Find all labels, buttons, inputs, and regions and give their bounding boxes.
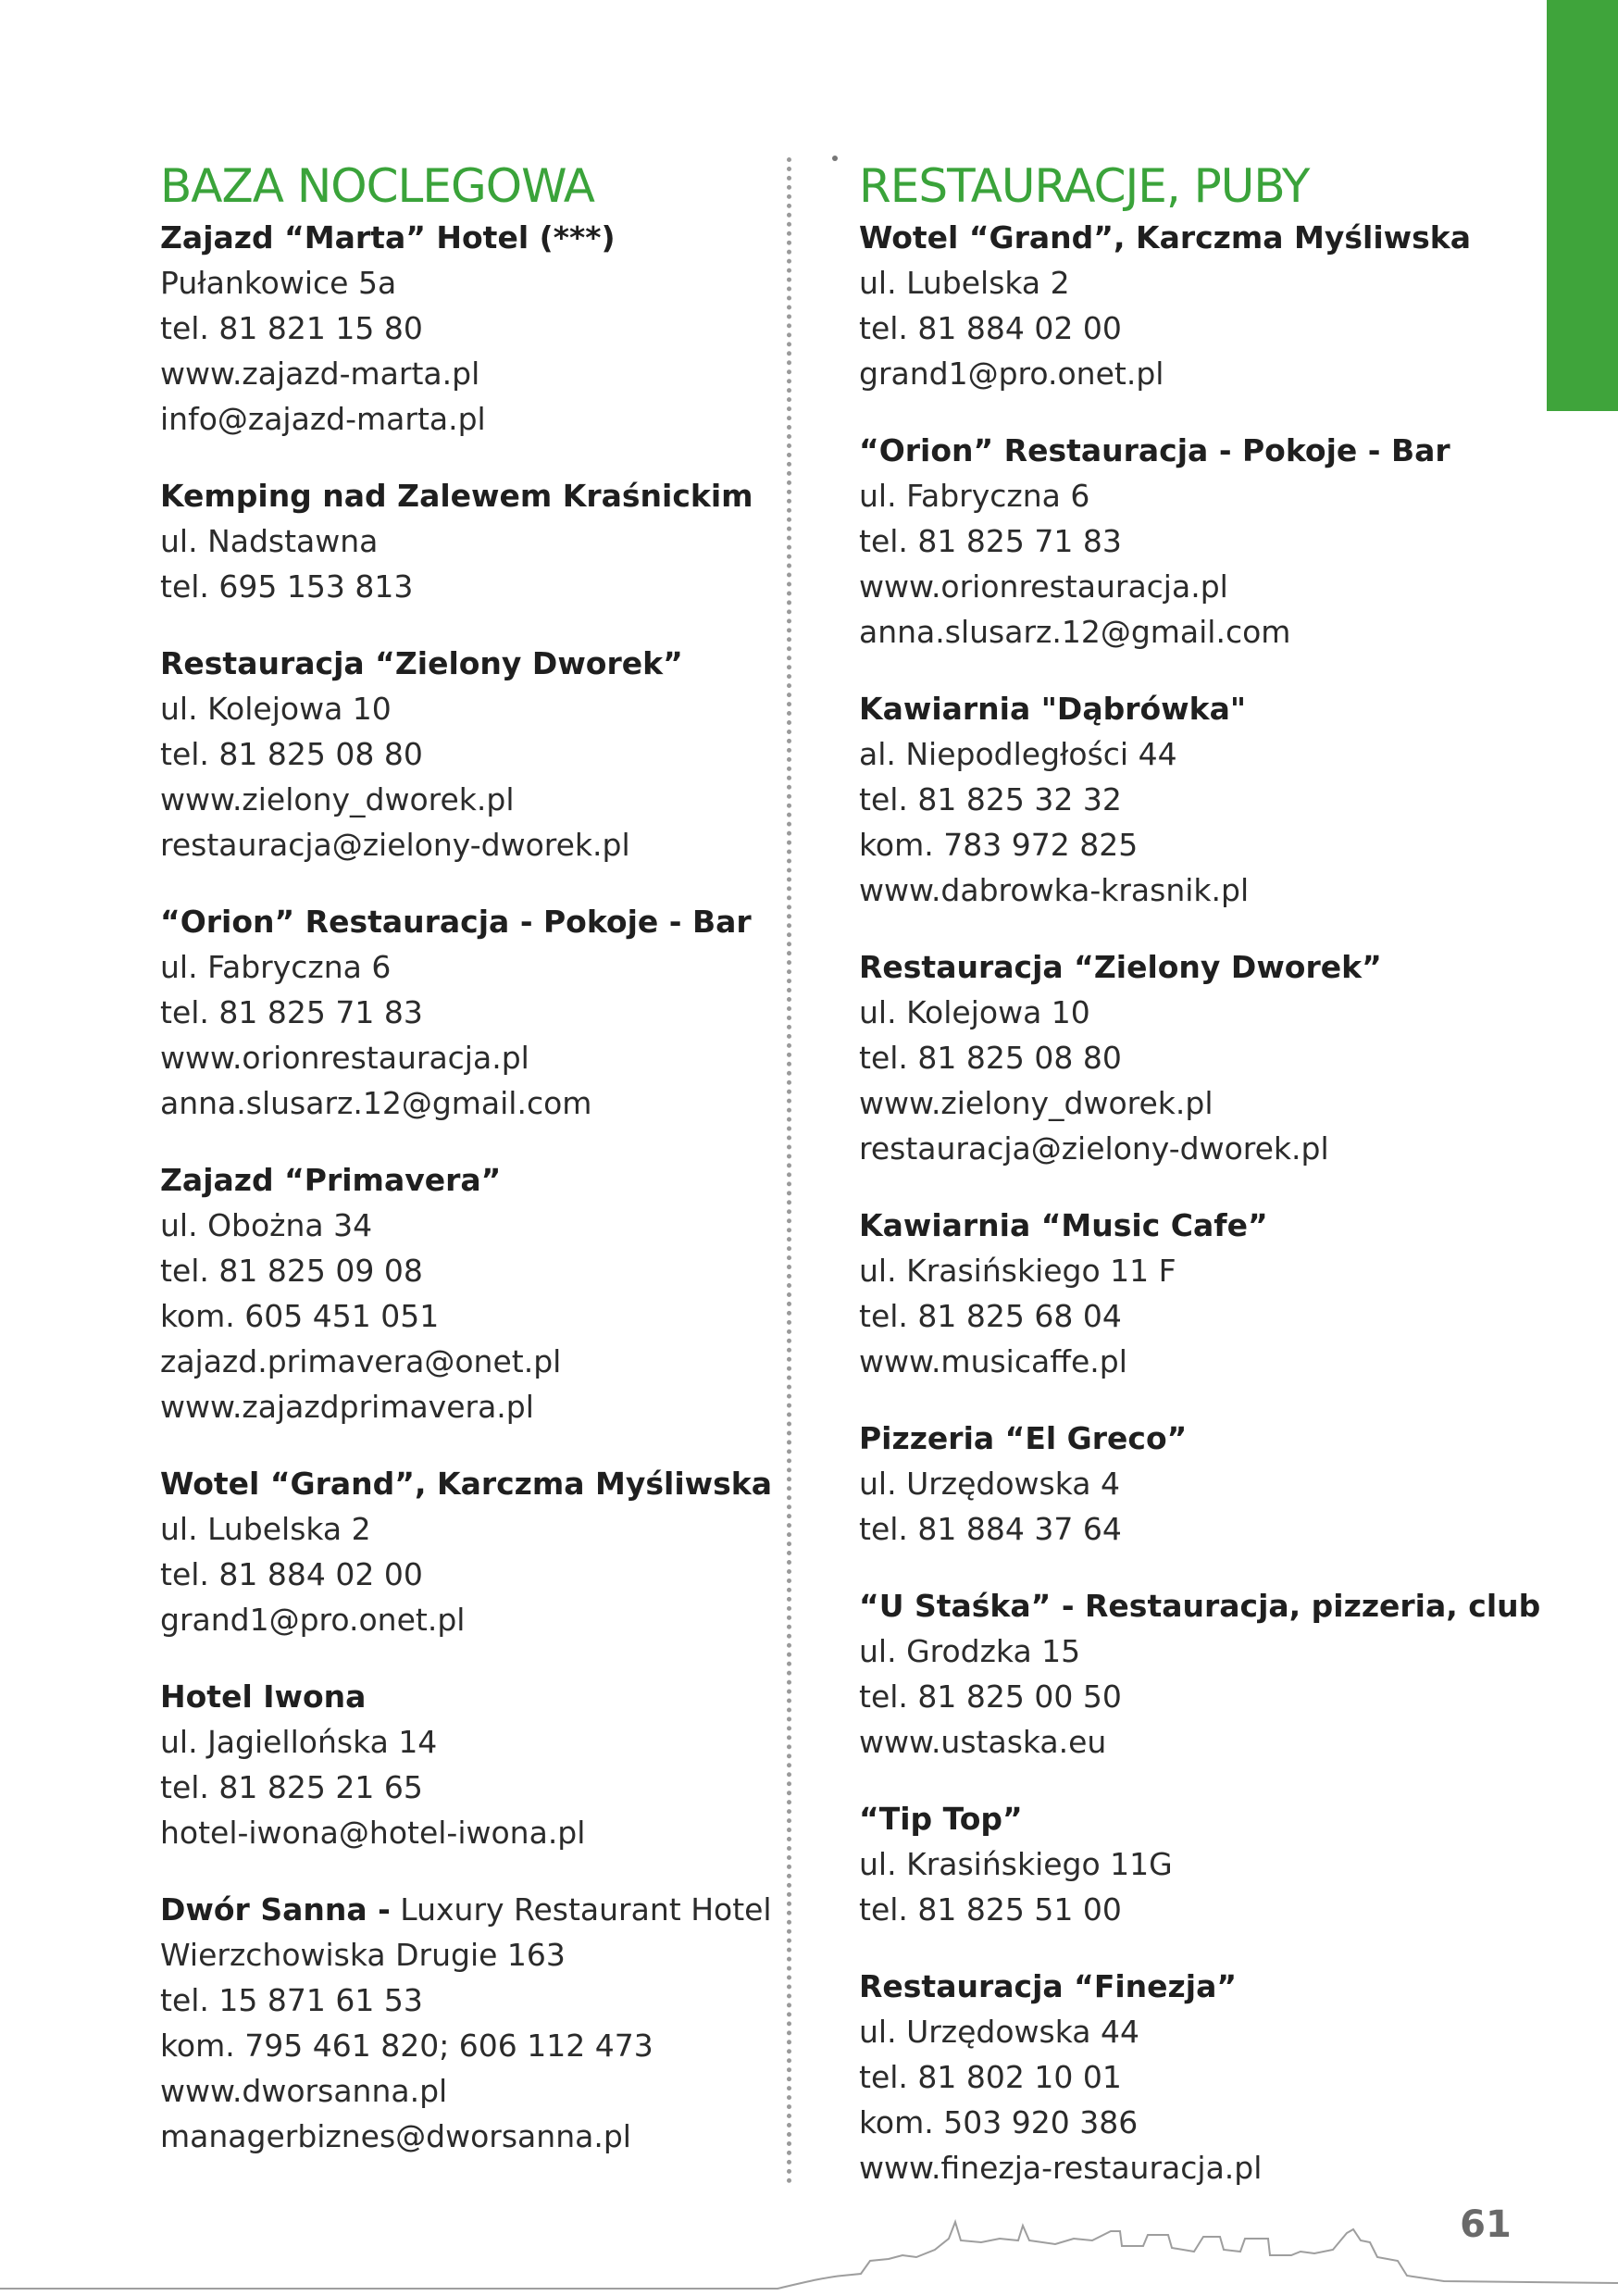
listing-detail: al. Niepodległości 44 bbox=[859, 736, 1177, 772]
listing-detail: tel. 15 871 61 53 bbox=[160, 1982, 423, 2018]
listing-detail: www.dabrowka-krasnik.pl bbox=[859, 872, 1250, 908]
listing-name: Restauracja “Zielony Dworek” bbox=[859, 949, 1382, 985]
listing-detail: www.dworsanna.pl bbox=[160, 2073, 448, 2109]
listing-detail: tel. 81 884 37 64 bbox=[859, 1511, 1122, 1547]
listing-detail: tel. 81 825 00 50 bbox=[859, 1678, 1122, 1715]
listing-detail: www.zielony_dworek.pl bbox=[859, 1085, 1214, 1121]
listing-name: Wotel “Grand”, Karczma Myśliwska bbox=[160, 1466, 772, 1502]
listing-name-line bbox=[859, 1583, 1544, 1628]
listing-detail: ul. Lubelska 2 bbox=[160, 1511, 371, 1547]
listing-detail: tel. 81 825 68 04 bbox=[859, 1298, 1122, 1334]
listing-detail: Pułankowice 5a bbox=[160, 265, 397, 301]
listing-detail: grand1@pro.onet.pl bbox=[160, 1602, 466, 1638]
green-section-tab bbox=[1547, 0, 1618, 411]
listing-detail: ul. Lubelska 2 bbox=[859, 265, 1070, 301]
listing-detail: tel. 695 153 813 bbox=[160, 568, 414, 605]
listing-detail: www.orionrestauracja.pl bbox=[160, 1040, 529, 1076]
listing-name: “Orion” Restauracja - Pokoje - Bar bbox=[859, 432, 1450, 468]
listing-name-line bbox=[160, 899, 762, 944]
listing-name-line bbox=[160, 1461, 772, 1506]
listing-entry bbox=[859, 1796, 1544, 1932]
divider-dot bbox=[832, 156, 838, 161]
listing-detail: tel. 81 825 08 80 bbox=[859, 1040, 1122, 1076]
listing-entry bbox=[160, 1461, 772, 1642]
listing-detail: ul. Jagiellońska 14 bbox=[160, 1724, 438, 1760]
listing-detail: managerbiznes@dworsanna.pl bbox=[160, 2118, 631, 2154]
listing-detail: ul. Fabryczna 6 bbox=[859, 478, 1090, 514]
listing-detail: ul. Kolejowa 10 bbox=[859, 994, 1090, 1030]
listing-entry bbox=[859, 1203, 1544, 1384]
listing-detail: tel. 81 825 71 83 bbox=[859, 523, 1122, 559]
listing-name-line bbox=[859, 428, 1544, 473]
listing-detail: ul. Nadstawna bbox=[160, 523, 379, 559]
listing-detail: tel. 81 825 51 00 bbox=[859, 1891, 1122, 1928]
listing-detail: tel. 81 825 08 80 bbox=[160, 736, 423, 772]
listing-name: “U Staśka” - Restauracja, pizzeria, club bbox=[859, 1588, 1541, 1624]
listing-detail: www.musicaffe.pl bbox=[859, 1343, 1127, 1379]
listing-detail: www.zajazd-marta.pl bbox=[160, 356, 480, 392]
listing-name-line bbox=[160, 473, 762, 518]
listing-detail: tel. 81 825 71 83 bbox=[160, 994, 423, 1030]
listing-detail: tel. 81 884 02 00 bbox=[859, 310, 1122, 346]
listing-entry bbox=[859, 1964, 1544, 2190]
listing-entry bbox=[859, 428, 1544, 655]
listing-entry bbox=[859, 1583, 1544, 1765]
listing-detail: zajazd.primavera@onet.pl bbox=[160, 1343, 562, 1379]
listing-entry bbox=[160, 899, 762, 1126]
listing-name-line bbox=[859, 215, 1544, 260]
listing-name-line bbox=[160, 641, 762, 686]
accommodation-heading: BAZA NOCLEGOWA bbox=[160, 159, 594, 213]
listing-detail: kom. 503 920 386 bbox=[859, 2104, 1139, 2140]
column-divider bbox=[787, 157, 791, 2185]
accommodation-list bbox=[160, 215, 772, 2159]
listing-detail: restauracja@zielony-dworek.pl bbox=[859, 1130, 1329, 1167]
listing-entry bbox=[859, 944, 1544, 1171]
listing-name: “Orion” Restauracja - Pokoje - Bar bbox=[160, 904, 752, 940]
listing-detail: kom. 605 451 051 bbox=[160, 1298, 440, 1334]
listing-name: Kemping nad Zalewem Kraśnickim bbox=[160, 478, 753, 514]
listing-detail: grand1@pro.onet.pl bbox=[859, 356, 1164, 392]
listing-detail: tel. 81 825 32 32 bbox=[859, 781, 1122, 817]
listing-name: Zajazd “Primavera” bbox=[160, 1162, 502, 1198]
listing-detail: tel. 81 825 21 65 bbox=[160, 1769, 423, 1805]
listing-name-line bbox=[160, 215, 762, 260]
listing-detail: tel. 81 884 02 00 bbox=[160, 1556, 423, 1592]
listing-name: Dwór Sanna - bbox=[160, 1891, 391, 1928]
listing-detail: anna.slusarz.12@gmail.com bbox=[160, 1085, 592, 1121]
listing-name: Zajazd “Marta” Hotel (***) bbox=[160, 219, 616, 256]
listing-detail: www.zajazdprimavera.pl bbox=[160, 1389, 534, 1425]
listing-detail: ul. Urzędowska 44 bbox=[859, 2014, 1139, 2050]
restaurants-heading: RESTAURACJE, PUBY bbox=[859, 159, 1310, 213]
listing-detail: ul. Urzędowska 4 bbox=[859, 1466, 1120, 1502]
listing-name-line bbox=[859, 1203, 1544, 1248]
listing-detail: www.zielony_dworek.pl bbox=[160, 781, 515, 817]
listing-detail: tel. 81 802 10 01 bbox=[859, 2059, 1122, 2095]
town-skyline-illustration bbox=[0, 2185, 1618, 2296]
listing-name-line bbox=[859, 1416, 1544, 1461]
listing-entry bbox=[160, 641, 762, 867]
listing-name-suffix: Luxury Restaurant Hotel bbox=[390, 1891, 772, 1928]
listing-detail: www.finezja-restauracja.pl bbox=[859, 2150, 1263, 2186]
listing-name: “Tip Top” bbox=[859, 1801, 1023, 1837]
listing-detail: ul. Kolejowa 10 bbox=[160, 691, 392, 727]
listing-detail: ul. Krasińskiego 11G bbox=[859, 1846, 1173, 1882]
listing-detail: www.ustaska.eu bbox=[859, 1724, 1107, 1760]
listing-name: Kawiarnia "Dąbrówka" bbox=[859, 691, 1247, 727]
listing-name: Kawiarnia “Music Cafe” bbox=[859, 1207, 1268, 1243]
listing-detail: tel. 81 821 15 80 bbox=[160, 310, 423, 346]
listing-detail: tel. 81 825 09 08 bbox=[160, 1253, 423, 1289]
restaurants-column bbox=[859, 157, 1544, 2190]
listing-name-line bbox=[160, 1887, 772, 1932]
listing-name: Wotel “Grand”, Karczma Myśliwska bbox=[859, 219, 1471, 256]
accommodation-column bbox=[160, 157, 772, 2159]
listing-detail: info@zajazd-marta.pl bbox=[160, 401, 486, 437]
listing-name: Restauracja “Zielony Dworek” bbox=[160, 645, 683, 681]
listing-detail: ul. Grodzka 15 bbox=[859, 1633, 1081, 1669]
listing-name-line bbox=[160, 1674, 762, 1719]
page-number: 61 bbox=[1460, 2203, 1512, 2246]
skyline-outline bbox=[0, 2222, 1618, 2289]
listing-name-line bbox=[160, 1157, 762, 1203]
listing-name-line bbox=[859, 1796, 1544, 1841]
listing-detail: kom. 795 461 820; 606 112 473 bbox=[160, 2028, 653, 2064]
listing-detail: Wierzchowiska Drugie 163 bbox=[160, 1937, 566, 1973]
listing-entry bbox=[160, 473, 762, 609]
listing-entry bbox=[859, 215, 1544, 396]
listing-entry bbox=[859, 686, 1544, 913]
listing-detail: ul. Obożna 34 bbox=[160, 1207, 373, 1243]
listing-detail: ul. Fabryczna 6 bbox=[160, 949, 392, 985]
listing-entry bbox=[160, 1674, 762, 1855]
listing-detail: kom. 783 972 825 bbox=[859, 827, 1139, 863]
listing-detail: www.orionrestauracja.pl bbox=[859, 568, 1228, 605]
listing-entry bbox=[160, 1887, 772, 2159]
listing-name: Restauracja “Finezja” bbox=[859, 1968, 1238, 2004]
listing-entry bbox=[160, 1157, 762, 1429]
listing-name-line bbox=[859, 944, 1544, 990]
listing-entry bbox=[160, 215, 762, 442]
listing-detail: restauracja@zielony-dworek.pl bbox=[160, 827, 630, 863]
listing-name-line bbox=[859, 686, 1544, 731]
listing-name-line bbox=[859, 1964, 1544, 2009]
listing-detail: anna.slusarz.12@gmail.com bbox=[859, 614, 1291, 650]
listing-name: Hotel Iwona bbox=[160, 1678, 367, 1715]
restaurants-list bbox=[859, 215, 1544, 2190]
listing-entry bbox=[859, 1416, 1544, 1552]
listing-detail: ul. Krasińskiego 11 F bbox=[859, 1253, 1176, 1289]
listing-detail: hotel-iwona@hotel-iwona.pl bbox=[160, 1815, 586, 1851]
listing-name: Pizzeria “El Greco” bbox=[859, 1420, 1188, 1456]
